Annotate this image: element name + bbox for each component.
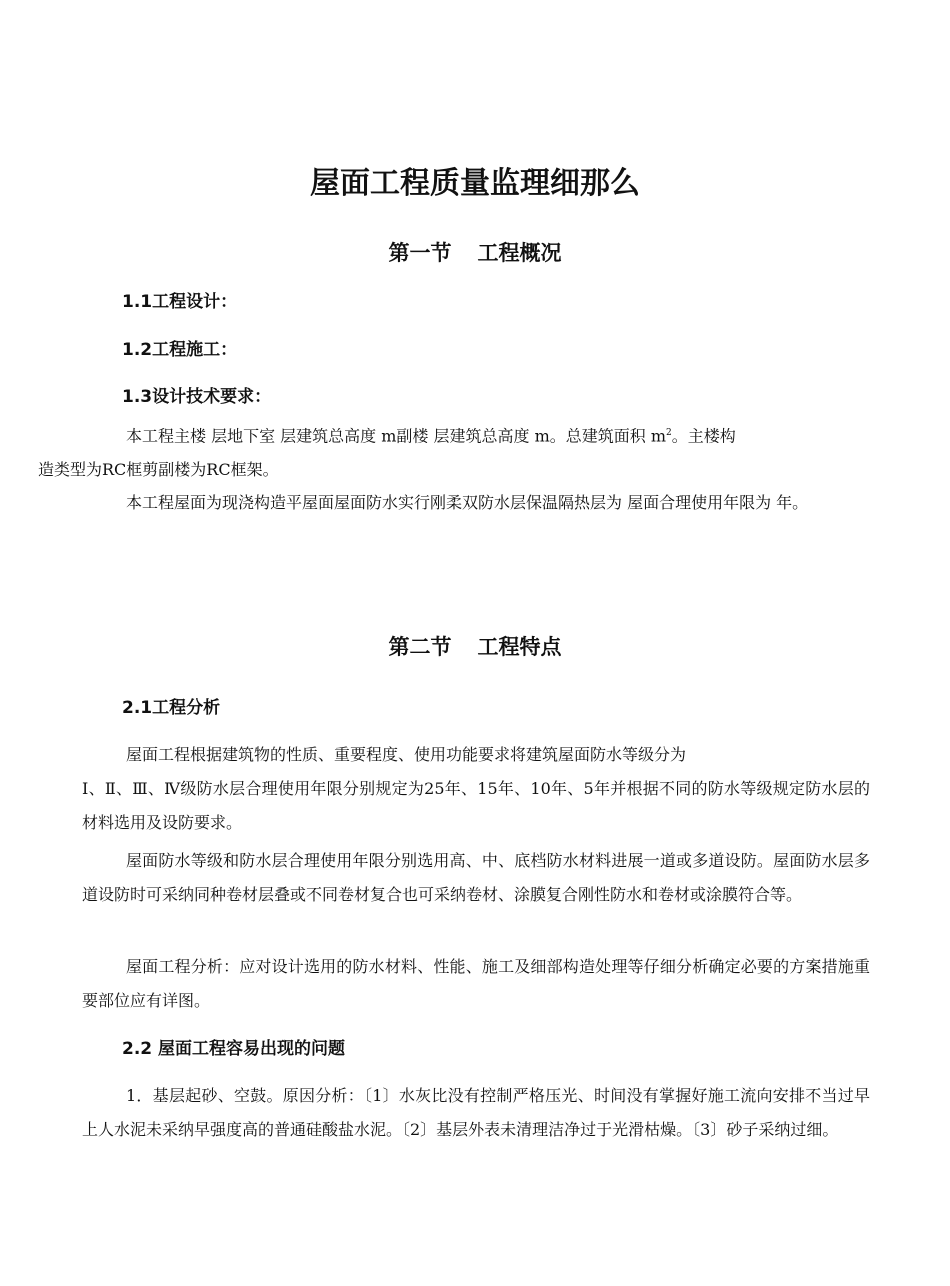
subheading-1-3: 1.3设计技术要求：: [122, 387, 272, 407]
superscript: 2: [666, 428, 672, 438]
section-number: 第一节: [388, 241, 452, 265]
document-title: 屋面工程质量监理细那么: [310, 166, 640, 201]
paragraph-waterproof-grade: 屋面工程根据建筑物的性质、重要程度、使用功能要求将建筑屋面防水等级分为: [126, 745, 687, 764]
subheading-1-2: 1.2工程施工：: [122, 340, 238, 360]
paragraph-design-requirements: [38, 416, 870, 487]
paragraph-waterproof-layers: 屋面防水等级和防水层合理使用年限分别选用高、中、底档防水材料进展一道或多道设防。屋面防水层多道设防时可采纳同种卷材层叠或不同卷材复合也可采纳卷材、涂膜复合刚性防水和卷材或涂膜符合等。: [82, 851, 870, 904]
subheading-2-1: 2.1工程分析: [122, 698, 221, 718]
paragraph-line: 造类型为RC框剪副楼为RC框架。: [38, 460, 279, 480]
section-title: 工程概况: [477, 241, 562, 265]
paragraph-line: 本工程主楼 层地下室 层建筑总高度 m副楼 层建筑总高度 m。总建筑面积 m: [126, 426, 667, 446]
paragraph-waterproof-grade-cont: Ⅰ、Ⅱ、Ⅲ、Ⅳ级防水层合理使用年限分别规定为25年、15年、10年、5年并根据不同的防水等级规定防水层的材料选用及设防要求。: [82, 779, 870, 832]
paragraph-problems: 1．基层起砂、空鼓。原因分析：〔1〕水灰比没有控制严格压光、时间没有掌握好施工流向安排不当过早上人水泥未采纳早强度高的普通硅酸盐水泥。〔2〕基层外表未清理洁净过于光滑枯燥。〔3〕砂子采纳过细。: [82, 1086, 870, 1139]
paragraph-roof-description: 本工程屋面为现浇构造平屋面屋面防水实行刚柔双防水层保温隔热层为 屋面合理使用年限为 年。: [126, 493, 809, 512]
section-number: 第二节: [388, 635, 452, 659]
section-title: 工程特点: [477, 635, 562, 659]
paragraph-line-end: 。主楼构: [671, 426, 736, 446]
section-heading-1: [0, 238, 950, 268]
section-heading-2: [0, 632, 950, 662]
subheading-1-1: 1.1工程设计：: [122, 292, 238, 312]
subheading-2-2: 2.2 屋面工程容易出现的问题: [122, 1039, 346, 1059]
paragraph-analysis: 屋面工程分析：应对设计选用的防水材料、性能、施工及细部构造处理等仔细分析确定必要的方案措施重要部位应有详图。: [82, 957, 870, 1010]
